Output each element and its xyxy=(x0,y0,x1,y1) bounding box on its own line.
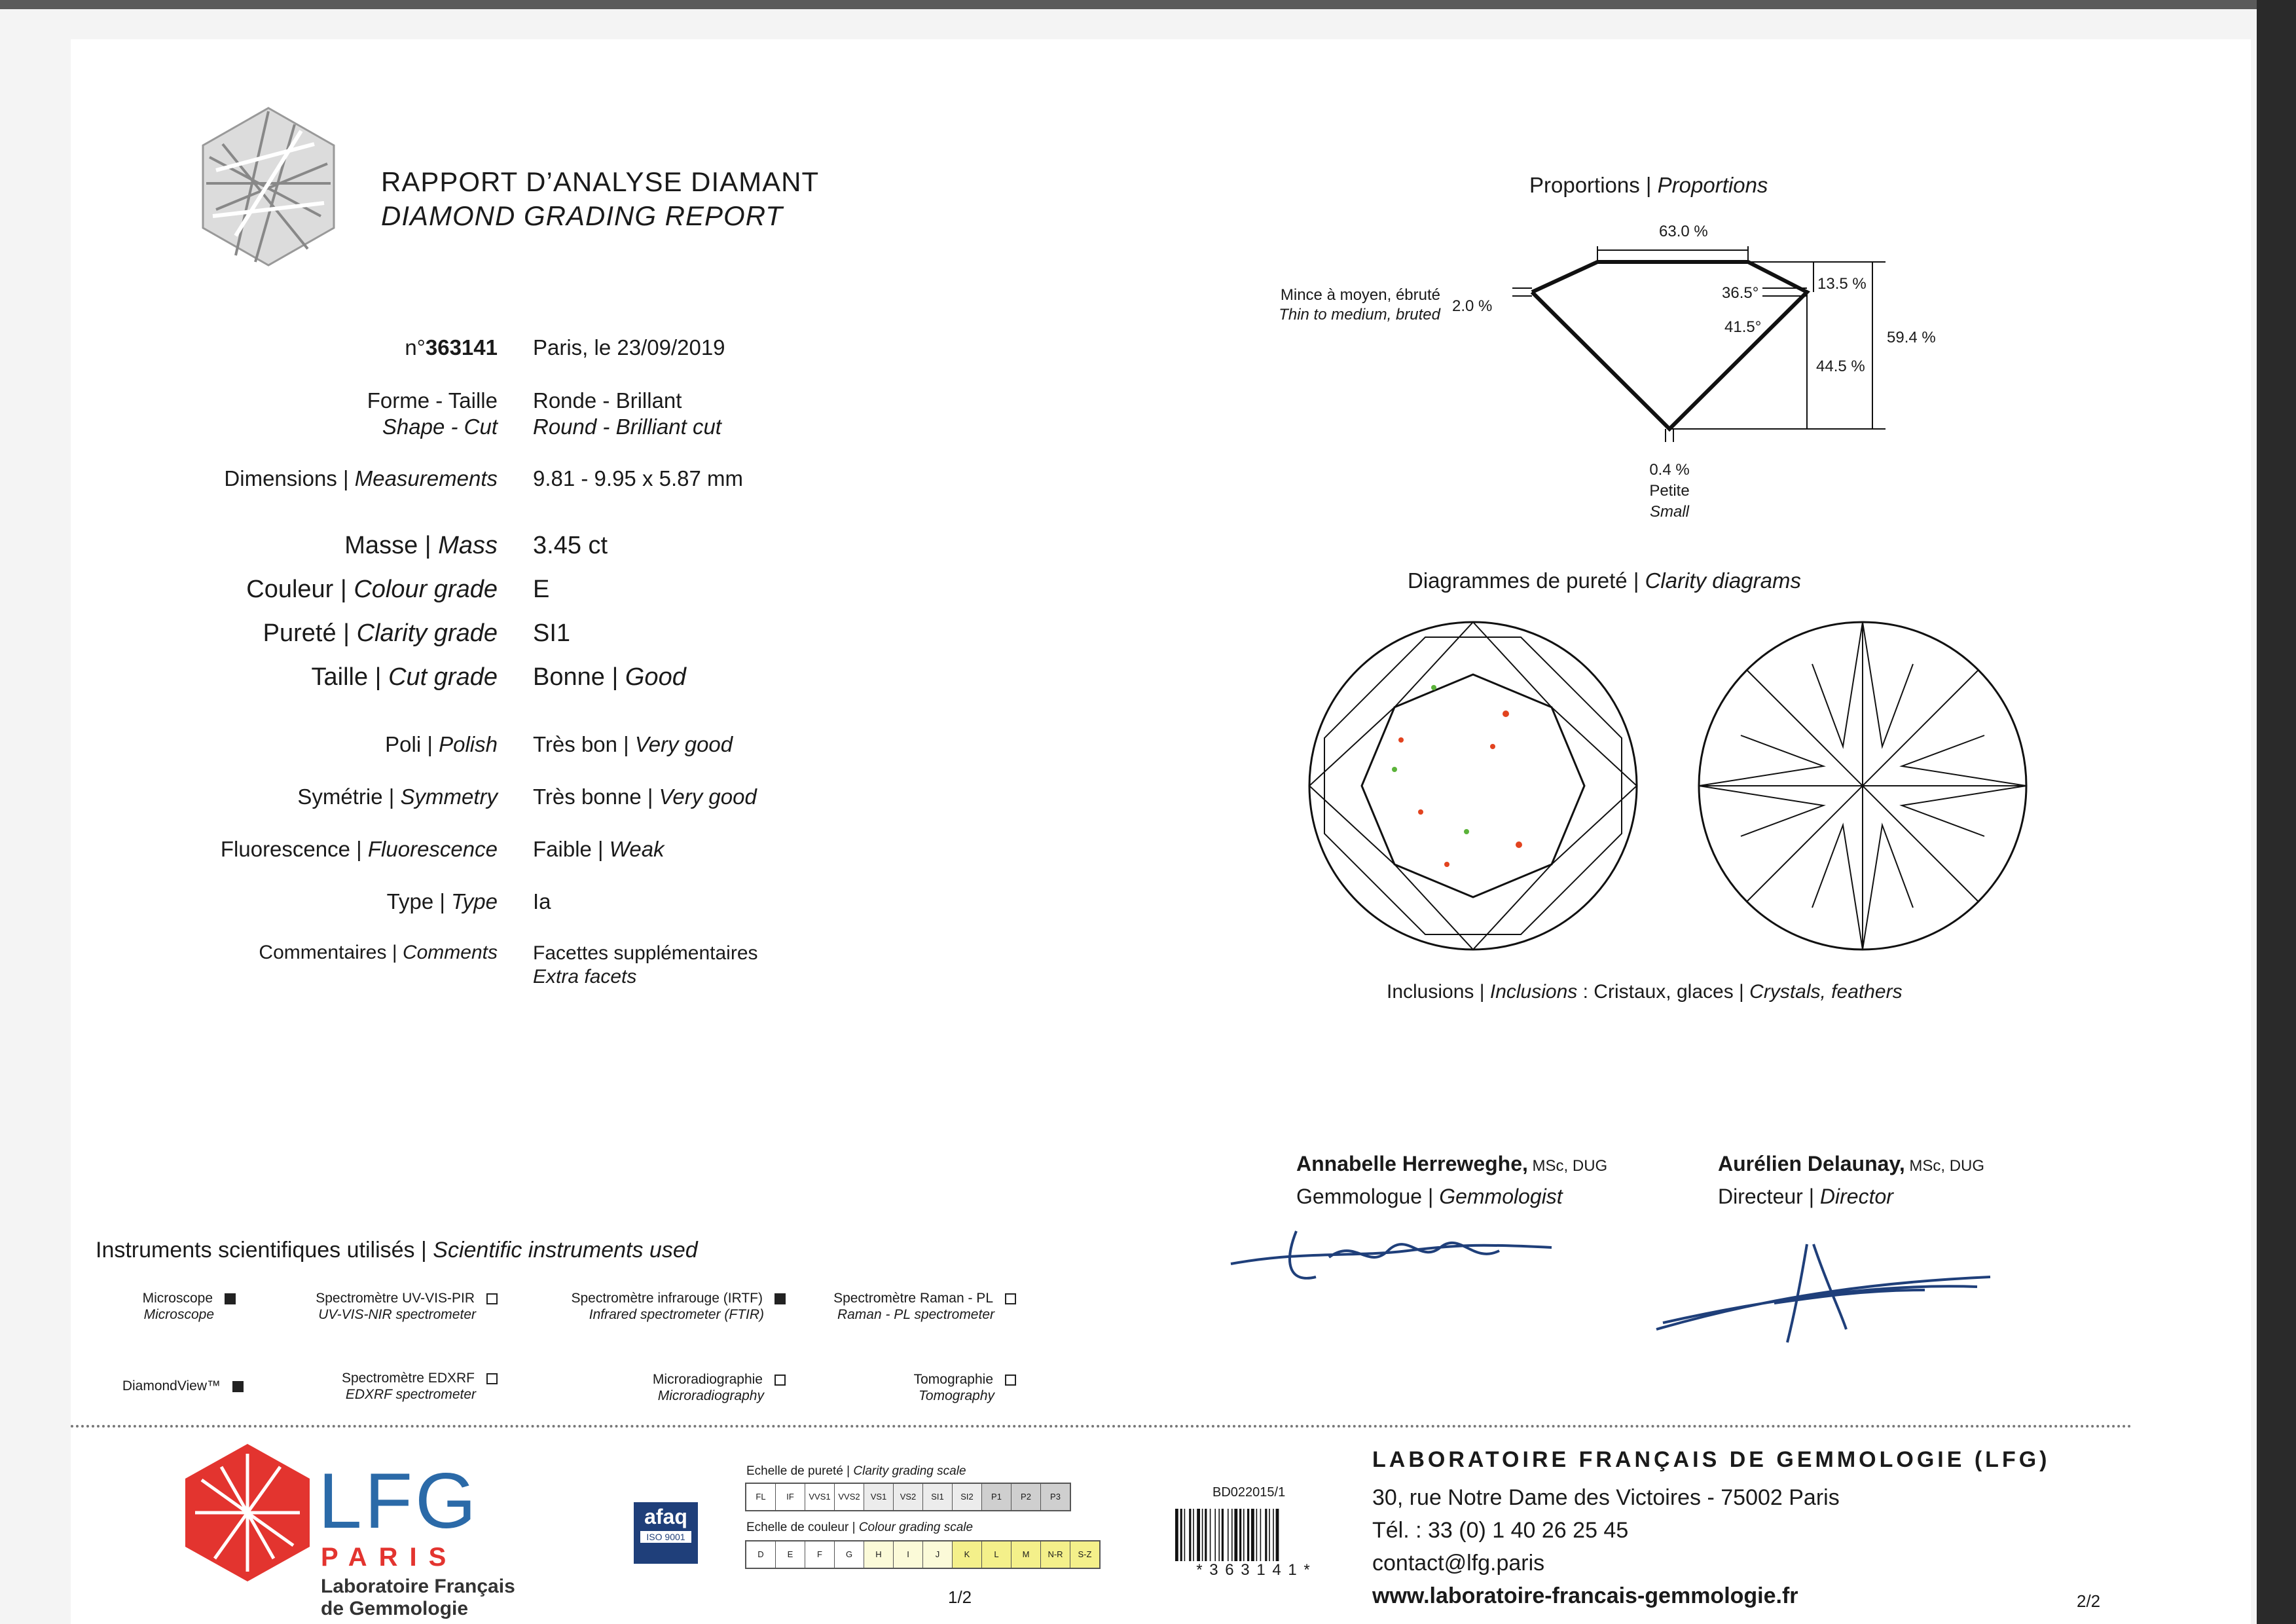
field-symmetry-value: Très bonne | Very good xyxy=(533,784,757,809)
diamond-emblem-icon xyxy=(196,105,340,268)
clarity-scale-label: Echelle de pureté | Clarity grading scale xyxy=(746,1464,966,1478)
report-title-fr: RAPPORT D’ANALYSE DIAMANT xyxy=(381,166,820,197)
barcode-text: * 3 6 3 1 4 1 * xyxy=(1196,1561,1311,1579)
footer-divider xyxy=(71,1425,2133,1428)
scale-cell: VS1 xyxy=(864,1484,894,1510)
field-clarity-label: Pureté | Clarity grade xyxy=(263,619,498,647)
instrument-microradiography: Microradiographie Microradiography xyxy=(524,1371,786,1404)
lfg-logo-icon xyxy=(182,1441,313,1585)
instrument-tomography: Tomographie Tomography xyxy=(786,1371,1016,1404)
field-clarity-value: SI1 xyxy=(533,619,571,647)
lab-website[interactable]: www.laboratoire-francais-gemmologie.fr xyxy=(1372,1583,1798,1608)
crown-angle: 36.5° xyxy=(1722,284,1759,302)
colour-scale xyxy=(745,1540,1101,1569)
scale-cell: K xyxy=(953,1541,982,1568)
scale-cell: H xyxy=(864,1541,894,1568)
checkbox-unchecked xyxy=(774,1375,786,1386)
scale-cell: P1 xyxy=(982,1484,1011,1510)
clarity-diagram-pavilion xyxy=(1692,616,2033,956)
field-comments-label: Commentaires | Comments xyxy=(259,942,498,963)
signatory-gemmologist: Annabelle Herreweghe, MSc, DUG Gemmologue | Gemmologist xyxy=(1296,1152,1608,1208)
field-symmetry-label: Symétrie | Symmetry xyxy=(297,784,498,809)
field-mass-label: Masse | Mass xyxy=(344,532,498,559)
report-title-en: DIAMOND GRADING REPORT xyxy=(381,200,783,231)
barcode-icon xyxy=(1175,1509,1332,1561)
instrument-uv-vis-nir: Spectromètre UV-VIS-PIR UV-VIS-NIR spectrometer xyxy=(275,1290,498,1323)
scale-cell: P3 xyxy=(1041,1484,1070,1510)
field-fluorescence-label: Fluorescence | Fluorescence xyxy=(220,837,498,861)
scale-cell: D xyxy=(746,1541,776,1568)
field-mass-value: 3.45 ct xyxy=(533,532,608,559)
instrument-ftir: Spectromètre infrarouge (IRTF) Infrared spectrometer (FTIR) xyxy=(511,1290,786,1323)
scale-cell: E xyxy=(776,1541,805,1568)
scan-edge-top xyxy=(0,0,2296,9)
clarity-scale xyxy=(745,1483,1071,1511)
scale-cell: F xyxy=(805,1541,835,1568)
instrument-microscope: Microscope Microscope xyxy=(98,1290,236,1323)
field-polish-value: Très bon | Very good xyxy=(533,732,733,756)
proportions-diagram xyxy=(1493,216,1951,452)
scale-cell: SI2 xyxy=(953,1484,982,1510)
field-colour-value: E xyxy=(533,576,550,603)
field-measurements-label: Dimensions | Measurements xyxy=(224,466,498,490)
barcode-reference: BD022015/1 xyxy=(1212,1485,1286,1500)
lfg-logo-text: LFG xyxy=(318,1457,479,1545)
field-type-value: Ia xyxy=(533,889,551,913)
inclusions-summary: Inclusions | Inclusions : Cristaux, glaces | Crystals, feathers xyxy=(1387,981,1903,1003)
scale-cell: G xyxy=(835,1541,864,1568)
field-cut-label: Taille | Cut grade xyxy=(311,663,498,691)
lab-phone: Tél. : 33 (0) 1 40 26 25 45 xyxy=(1372,1518,1629,1543)
field-fluorescence-value: Faible | Weak xyxy=(533,837,665,861)
girdle-description: Mince à moyen, ébruté Thin to medium, bruted xyxy=(1279,286,1440,323)
afaq-iso-badge: afaq ISO 9001 xyxy=(634,1502,698,1564)
total-depth: 59.4 % xyxy=(1887,329,1936,346)
signature-director xyxy=(1650,1231,2003,1349)
pavilion-angle: 41.5° xyxy=(1724,318,1762,336)
crown-height: 13.5 % xyxy=(1817,275,1867,293)
field-shape-value: Ronde - Brillant Round - Brilliant cut xyxy=(533,388,721,439)
lab-address: 30, rue Notre Dame des Victoires - 75002 Paris xyxy=(1372,1485,1840,1510)
scale-cell: I xyxy=(894,1541,923,1568)
field-colour-label: Couleur | Colour grade xyxy=(246,576,498,603)
checkbox-unchecked xyxy=(1005,1293,1016,1304)
lab-email[interactable]: contact@lfg.paris xyxy=(1372,1551,1545,1576)
field-comments-value: Facettes supplémentaires Extra facets xyxy=(533,942,758,987)
pavilion-depth: 44.5 % xyxy=(1816,358,1865,375)
field-measurements-value: 9.81 - 9.95 x 5.87 mm xyxy=(533,466,743,490)
scale-cell: L xyxy=(982,1541,1011,1568)
scale-cell: IF xyxy=(776,1484,805,1510)
report-date: Paris, le 23/09/2019 xyxy=(533,335,725,360)
scale-cell: FL xyxy=(746,1484,776,1510)
checkbox-unchecked xyxy=(486,1293,498,1304)
lfg-logo-subtitle: Laboratoire Français de Gemmologie xyxy=(321,1576,515,1619)
scale-cell: VVS1 xyxy=(805,1484,835,1510)
scale-cell: J xyxy=(923,1541,953,1568)
field-cut-value: Bonne | Good xyxy=(533,663,686,691)
lfg-logo-city: PARIS xyxy=(321,1543,458,1572)
checkbox-checked xyxy=(232,1381,244,1392)
field-shape-label: Forme - Taille Shape - Cut xyxy=(367,388,498,439)
scale-cell: SI1 xyxy=(923,1484,953,1510)
scale-cell: VVS2 xyxy=(835,1484,864,1510)
page-number-right: 2/2 xyxy=(2077,1591,2101,1611)
scale-cell: S-Z xyxy=(1070,1541,1099,1568)
proportions-heading: Proportions | Proportions xyxy=(1529,173,1768,197)
culet-description: 0.4 % Petite Small xyxy=(1649,461,1690,521)
clarity-heading: Diagrammes de pureté | Clarity diagrams xyxy=(1408,568,1801,593)
girdle-percentage: 2.0 % xyxy=(1452,297,1493,315)
instruments-heading: Instruments scientifiques utilisés | Scientific instruments used xyxy=(96,1238,698,1263)
signature-gemmologist xyxy=(1224,1211,1565,1297)
colour-scale-label: Echelle de couleur | Colour grading scale xyxy=(746,1521,974,1534)
lab-name: LABORATOIRE FRANÇAIS DE GEMMOLOGIE (LFG) xyxy=(1372,1447,2050,1472)
scale-cell: N-R xyxy=(1041,1541,1070,1568)
instrument-edxrf: Spectromètre EDXRF EDXRF spectrometer xyxy=(275,1370,498,1403)
scale-cell: VS2 xyxy=(894,1484,923,1510)
checkbox-unchecked xyxy=(1005,1375,1016,1386)
checkbox-checked xyxy=(774,1293,786,1304)
checkbox-unchecked xyxy=(486,1373,498,1384)
field-polish-label: Poli | Polish xyxy=(385,732,498,756)
scale-cell: M xyxy=(1011,1541,1041,1568)
checkbox-checked xyxy=(225,1293,236,1304)
page-number-left: 1/2 xyxy=(948,1587,972,1607)
table-percentage: 63.0 % xyxy=(1659,223,1708,240)
clarity-diagram-crown xyxy=(1303,616,1643,956)
report-number: n°363141 xyxy=(405,335,498,360)
instrument-diamondview: DiamondView™ xyxy=(98,1378,244,1394)
instrument-raman-pl: Spectromètre Raman - PL Raman - PL spectrometer xyxy=(786,1290,1016,1323)
field-type-label: Type | Type xyxy=(386,889,498,913)
scan-edge-right xyxy=(2257,0,2296,1624)
scale-cell: P2 xyxy=(1011,1484,1041,1510)
signatory-director: Aurélien Delaunay, MSc, DUG Directeur | Director xyxy=(1718,1152,1985,1208)
